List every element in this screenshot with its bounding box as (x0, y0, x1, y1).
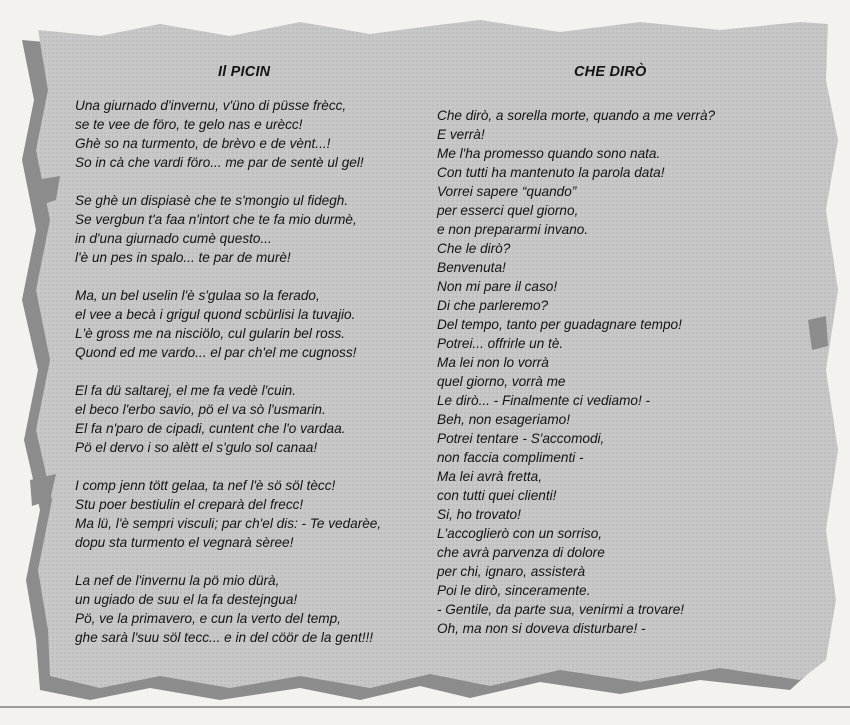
poem-line: Potrei tentare - S'accomodi, (437, 431, 605, 446)
poem-line: Si, ho trovato! (437, 507, 521, 522)
poem-line: El fa dü saltarej, el me fa vedè l'cuin. (75, 383, 296, 398)
poem-line: el vee a becà i grigul quond scbürlisi la tuvajio. (75, 307, 356, 322)
page-bottom-rule (0, 706, 850, 708)
poem-line: Le dirò... - Finalmente ci vediamo! - (437, 393, 651, 408)
poem-line: in d'una giurnado cumè questo... (75, 231, 272, 246)
poem-line: per esserci quel giorno, (437, 203, 579, 218)
poem-line: Che le dirò? (437, 241, 511, 256)
poem-line: El fa n'paro de cipadi, cuntent che l'o vardaa. (75, 421, 346, 436)
poem-line: E verrà! (437, 127, 485, 142)
poem-line: Quond ed me vardo... el par ch'el me cugnoss! (75, 345, 357, 360)
poem-line: se te vee de föro, te gelo nas e urècc! (75, 117, 303, 132)
poem-line: el beco l'erbo savio, pö el va sò l'usmarin. (75, 402, 326, 417)
poem-line: Ma, un bel uselin l'è s'gulaa so la ferado, (75, 288, 320, 303)
poem-line: Oh, ma non si doveva disturbare! - (437, 621, 646, 636)
poem-line: Del tempo, tanto per guadagnare tempo! (437, 317, 682, 332)
poem-line: per chi, ignaro, assisterà (437, 564, 586, 579)
poem-line: La nef de l'invernu la pö mio dürà, (75, 573, 280, 588)
poem-line: Con tutti ha mantenuto la parola data! (437, 165, 665, 180)
poem-line: l'è un pes in spalo... te par de murè! (75, 250, 291, 265)
poem-line: un ugiado de suu el la fa destejngua! (75, 592, 298, 607)
poem-line: I comp jenn tött gelaa, ta nef l'è sö söl tècc! (75, 478, 336, 493)
poem-line: dopu sta turmento el vegnarà sèree! (75, 535, 294, 550)
stanza-5 (75, 476, 415, 552)
poem-line: Benvenuta! (437, 260, 506, 275)
stanza-6 (75, 571, 415, 647)
poem-line: L'accoglierò con un sorriso, (437, 526, 603, 541)
poem-line: non faccia complimenti - (437, 450, 584, 465)
poem-line: e non prepararmi invano. (437, 222, 589, 237)
poem-line: Vorrei sapere “quando” (437, 184, 577, 199)
stanza-4 (75, 381, 415, 457)
poem-left-body (75, 96, 415, 647)
poem-line: Poi le dirò, sinceramente. (437, 583, 591, 598)
poem-line: L'è gross me na nisciölo, cul gularin bel ross. (75, 326, 346, 341)
poem-line: Stu poer bestiulin el creparà del frecc! (75, 497, 304, 512)
poem-line: Ma lei avrà fretta, (437, 469, 543, 484)
poem-line: Che dirò, a sorella morte, quando a me verrà? (437, 108, 716, 123)
poem-line: Me l'ha promesso quando sono nata. (437, 146, 661, 161)
stanza-3 (75, 286, 415, 362)
poem-line: Di che parleremo? (437, 298, 549, 313)
poem-line: quel giorno, vorrà me (437, 374, 566, 389)
poem-line: - Gentile, da parte sua, venirmi a trovare! (437, 602, 685, 617)
stanza-1 (75, 96, 415, 172)
poem-line: Ma lei non lo vorrà (437, 355, 549, 370)
poem-line: Pö, ve la primavero, e cun la verto del temp, (75, 611, 341, 626)
poem-line: Se vergbun t'a faa n'intort che te fa mio durmè, (75, 212, 357, 227)
poem-line: Pö el dervo i so alètt el s'gulo sol canaa! (75, 440, 318, 455)
poem-left (75, 62, 415, 647)
poem-right-body (437, 106, 767, 638)
poem-line: che avrà parvenza di dolore (437, 545, 605, 560)
poem-line: So in cà che vardi föro... me par de sentè ul gel! (75, 155, 364, 170)
poem-left-title: Il PICIN (218, 64, 271, 80)
poem-line: Una giurnado d'invernu, v'üno di püsse frècc, (75, 98, 347, 113)
poem-line: Ma lü, l'è sempri visculi; par ch'el dis: - Te vedarèe, (75, 516, 382, 531)
poem-line: con tutti quei clienti! (437, 488, 557, 503)
stanza-2 (75, 191, 415, 267)
poem-right-title: CHE DIRÒ (574, 64, 647, 80)
poem-line: Potrei... offrirle un tè. (437, 336, 564, 351)
poem-line: Se ghè un dispiasè che te s'mongio ul fidegh. (75, 193, 349, 208)
poem-line: Non mi pare il caso! (437, 279, 558, 294)
poem-line: Beh, non esageriamo! (437, 412, 571, 427)
poem-line: ghe sarà l'suu söl tecc... e in del cöör de la gent!!! (75, 630, 374, 645)
poem-right (437, 62, 767, 638)
poem-line: Ghè so na turmento, de brèvo e de vènt...! (75, 136, 331, 151)
